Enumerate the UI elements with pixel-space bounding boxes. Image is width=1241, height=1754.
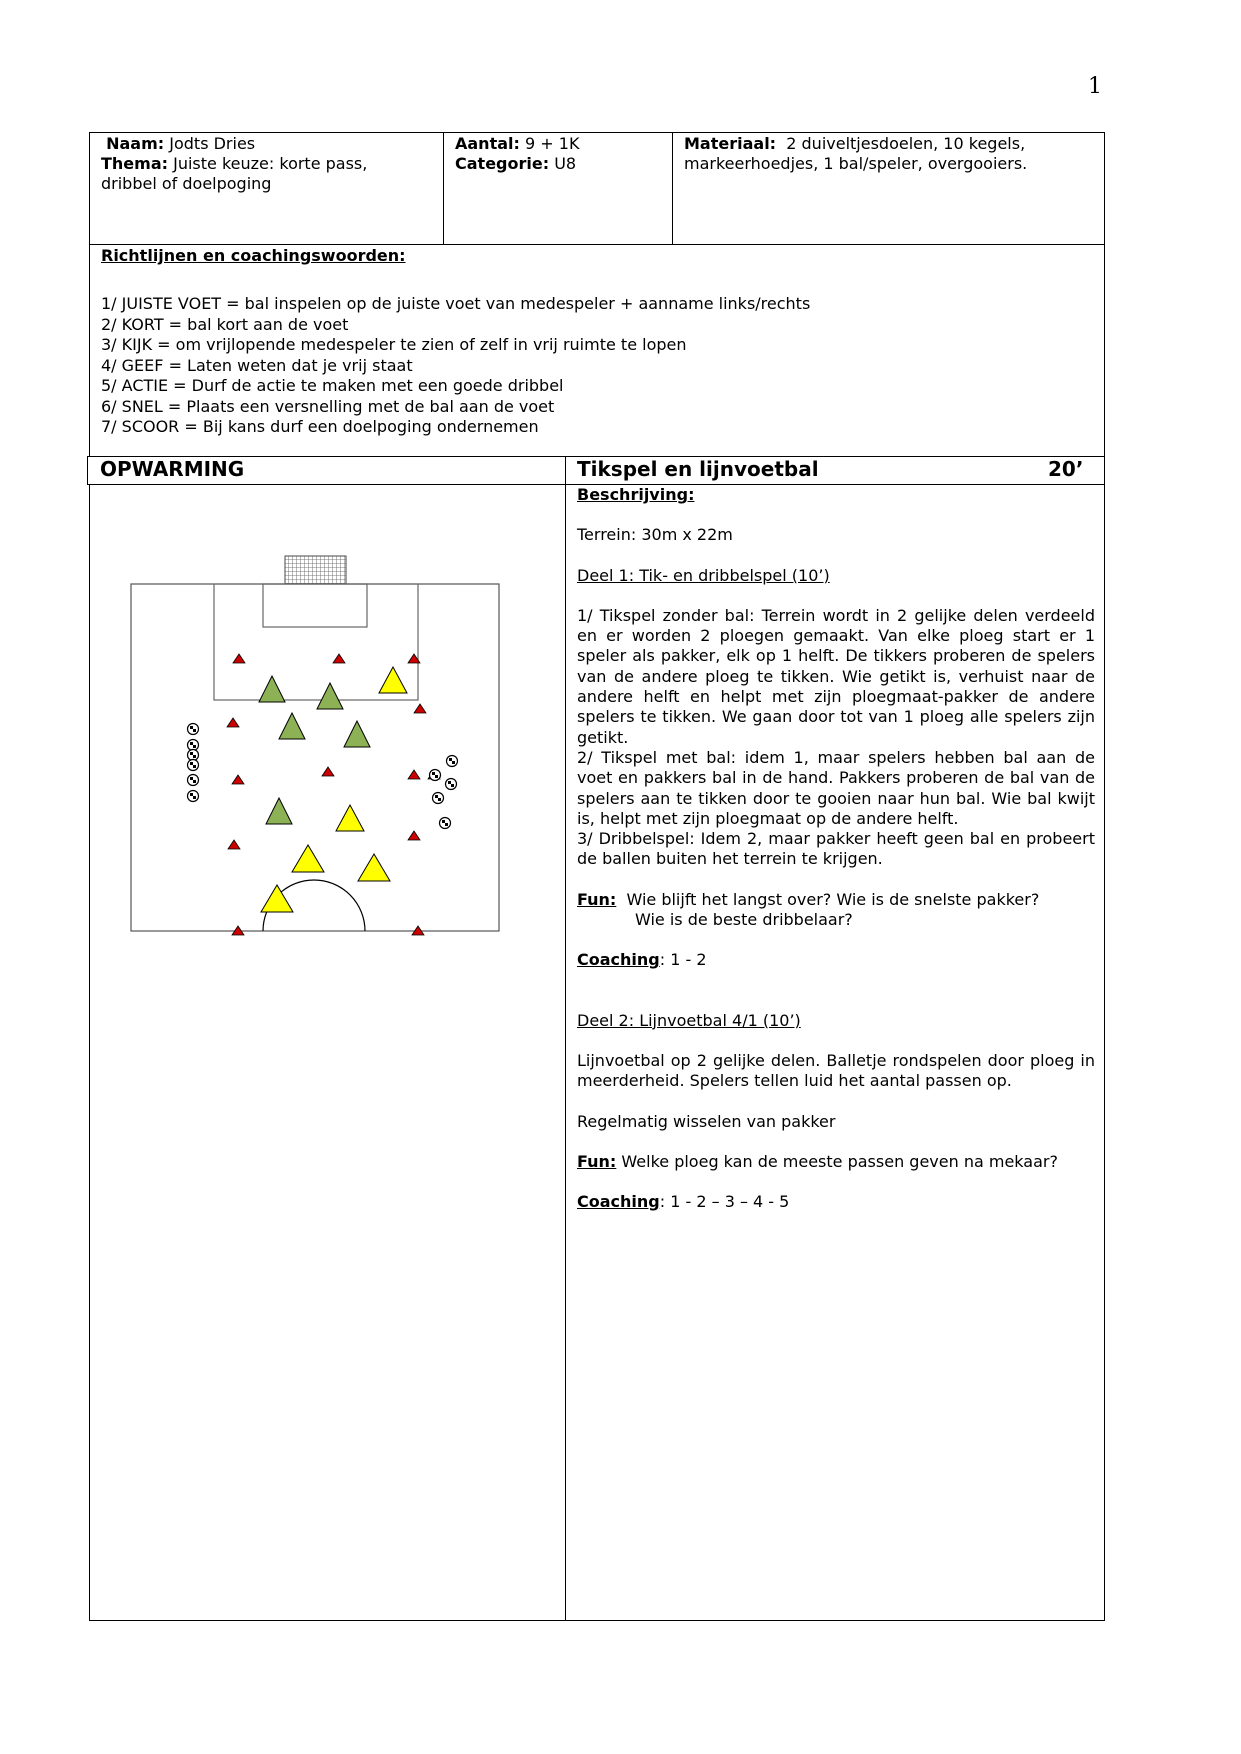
fun-label: Fun: xyxy=(577,889,617,909)
guideline-item: 3/ KIJK = om vrijlopende medespeler te zien of zelf in vrij ruimte te lopen xyxy=(101,335,687,354)
ball-icon xyxy=(446,779,457,790)
thema-value-cont: dribbel of doelpoging xyxy=(101,174,272,193)
terrain-text: Terrein: 30m x 22m xyxy=(577,525,733,545)
green-player xyxy=(266,798,292,824)
section-right-title: Tikspel en lijnvoetbal xyxy=(577,457,819,481)
green-player xyxy=(279,713,305,739)
green-player xyxy=(344,721,370,747)
part1-paragraph-3: 3/ Dribbelspel: Idem 2, maar pakker heeft geen bal en probeert de ballen buiten het terrein te krijgen. xyxy=(577,829,1095,869)
materiaal-value-cont: markeerhoedjes, 1 bal/speler, overgooiers. xyxy=(684,154,1028,173)
thema-value: Juiste keuze: korte pass, xyxy=(173,154,368,173)
cone-marker xyxy=(414,704,426,713)
ball-icon xyxy=(188,760,199,771)
cone-marker xyxy=(322,767,334,776)
thema-label: Thema: xyxy=(101,154,169,173)
green-team xyxy=(259,676,370,824)
header-aantal-cell xyxy=(455,134,665,174)
ball-icon xyxy=(188,724,199,735)
goal-net xyxy=(285,556,346,584)
naam-value: Jodts Dries xyxy=(169,134,256,153)
guideline-item: 1/ JUISTE VOET = bal inspelen op de juiste voet van medespeler + aanname links/rechts xyxy=(101,294,811,313)
ball-icon xyxy=(440,818,451,829)
fun2-text: Welke ploeg kan de meeste passen geven na mekaar? xyxy=(621,1151,1058,1171)
yellow-player xyxy=(336,805,364,831)
yellow-player xyxy=(379,667,407,693)
cone-marker xyxy=(233,654,245,663)
goal-area xyxy=(263,584,367,627)
green-player xyxy=(259,676,285,702)
header-naam-cell xyxy=(101,134,441,194)
part1-title: Deel 1: Tik- en dribbelspel (10’) xyxy=(577,565,830,585)
guideline-item: 4/ GEEF = Laten weten dat je vrij staat xyxy=(101,355,413,375)
materiaal-value: 2 duiveltjesdoelen, 10 kegels, xyxy=(786,134,1026,153)
part2-paragraph-2: Regelmatig wisselen van pakker xyxy=(577,1111,836,1131)
cone-marker xyxy=(408,831,420,840)
cone-marker xyxy=(227,718,239,727)
coaching-label: Coaching xyxy=(577,950,660,970)
green-player xyxy=(317,683,343,709)
naam-label: Naam: xyxy=(106,134,165,153)
guideline-item: 5/ ACTIE = Durf de actie te maken met een goede dribbel xyxy=(101,376,564,395)
section-duration: 20’ xyxy=(1048,457,1084,481)
header-materiaal-cell xyxy=(684,134,1099,174)
description xyxy=(577,485,1095,1212)
fun1-line2: Wie is de beste dribbelaar? xyxy=(635,910,853,930)
ball-icon xyxy=(430,770,441,781)
coaching-label-2: Coaching xyxy=(577,1192,660,1212)
balls-right xyxy=(430,756,458,829)
coaching2-value: : 1 - 2 – 3 – 4 - 5 xyxy=(659,1192,790,1212)
categorie-label: Categorie: xyxy=(455,154,550,173)
materiaal-label: Materiaal: xyxy=(684,134,777,153)
aantal-value: 9 + 1K xyxy=(525,134,580,153)
field-diagram xyxy=(100,535,540,1005)
balls-left xyxy=(188,724,199,802)
ball-icon xyxy=(188,791,199,802)
cone-marker xyxy=(228,840,240,849)
ball-icon xyxy=(433,793,444,804)
coaching1-value: : 1 - 2 xyxy=(659,950,707,970)
aantal-label: Aantal: xyxy=(455,134,520,153)
cone-marker xyxy=(333,654,345,663)
fun-label-2: Fun: xyxy=(577,1151,617,1171)
guideline-item: 6/ SNEL = Plaats een versnelling met de bal aan de voet xyxy=(101,396,555,416)
cone-marker xyxy=(232,775,244,784)
ball-icon xyxy=(447,756,458,767)
guidelines-list xyxy=(101,294,810,438)
part1-paragraph-2: 2/ Tikspel met bal: idem 1, maar spelers hebben bal aan de voet en pakkers bal in de hand. Pakkers proberen de bal van de spelers aan te tikken door te gooien naar hun bal. Wie bal kwijt is, helpt met zijn ploegmaat op de andere helft. xyxy=(577,747,1095,828)
section-left-title: OPWARMING xyxy=(100,457,245,481)
cone-marker xyxy=(408,770,420,779)
ball-icon xyxy=(188,775,199,786)
part2-title: Deel 2: Lijnvoetbal 4/1 (10’) xyxy=(577,1010,801,1030)
part2-paragraph-1: Lijnvoetbal op 2 gelijke delen. Balletje rondspelen door ploeg in meerderheid. Spelers tellen luid het aantal passen op. xyxy=(577,1050,1095,1091)
guideline-item: 7/ SCOOR = Bij kans durf een doelpoging ondernemen xyxy=(101,417,539,436)
ball-icon xyxy=(188,750,199,761)
description-heading: Beschrijving: xyxy=(577,485,695,504)
fun1-line1: Wie blijft het langst over? Wie is de snelste pakker? xyxy=(626,889,1040,909)
field-outline xyxy=(131,584,499,931)
yellow-player xyxy=(261,885,293,912)
guideline-item: 2/ KORT = bal kort aan de voet xyxy=(101,314,349,334)
categorie-value: U8 xyxy=(554,154,577,173)
guidelines-title: Richtlijnen en coachingswoorden: xyxy=(101,246,406,265)
yellow-player xyxy=(358,854,390,881)
page-number: 1 xyxy=(1088,74,1102,99)
part1-paragraph-1: 1/ Tikspel zonder bal: Terrein wordt in 2 gelijke delen verdeeld en er worden 2 ploegen gemaakt. Van elke ploeg start er 1 speler als pakker, elk op 1 helft. De tikkers proberen de spelers van de andere ploeg te tikken. Wie getikt is, verhuist naar de andere helft en helpt met zijn ploegmaat-pakker de andere spelers te tikken. We gaan door tot van 1 ploeg alle spelers zijn getikt. xyxy=(577,605,1095,747)
yellow-player xyxy=(292,845,324,872)
ball-icon xyxy=(188,740,199,751)
